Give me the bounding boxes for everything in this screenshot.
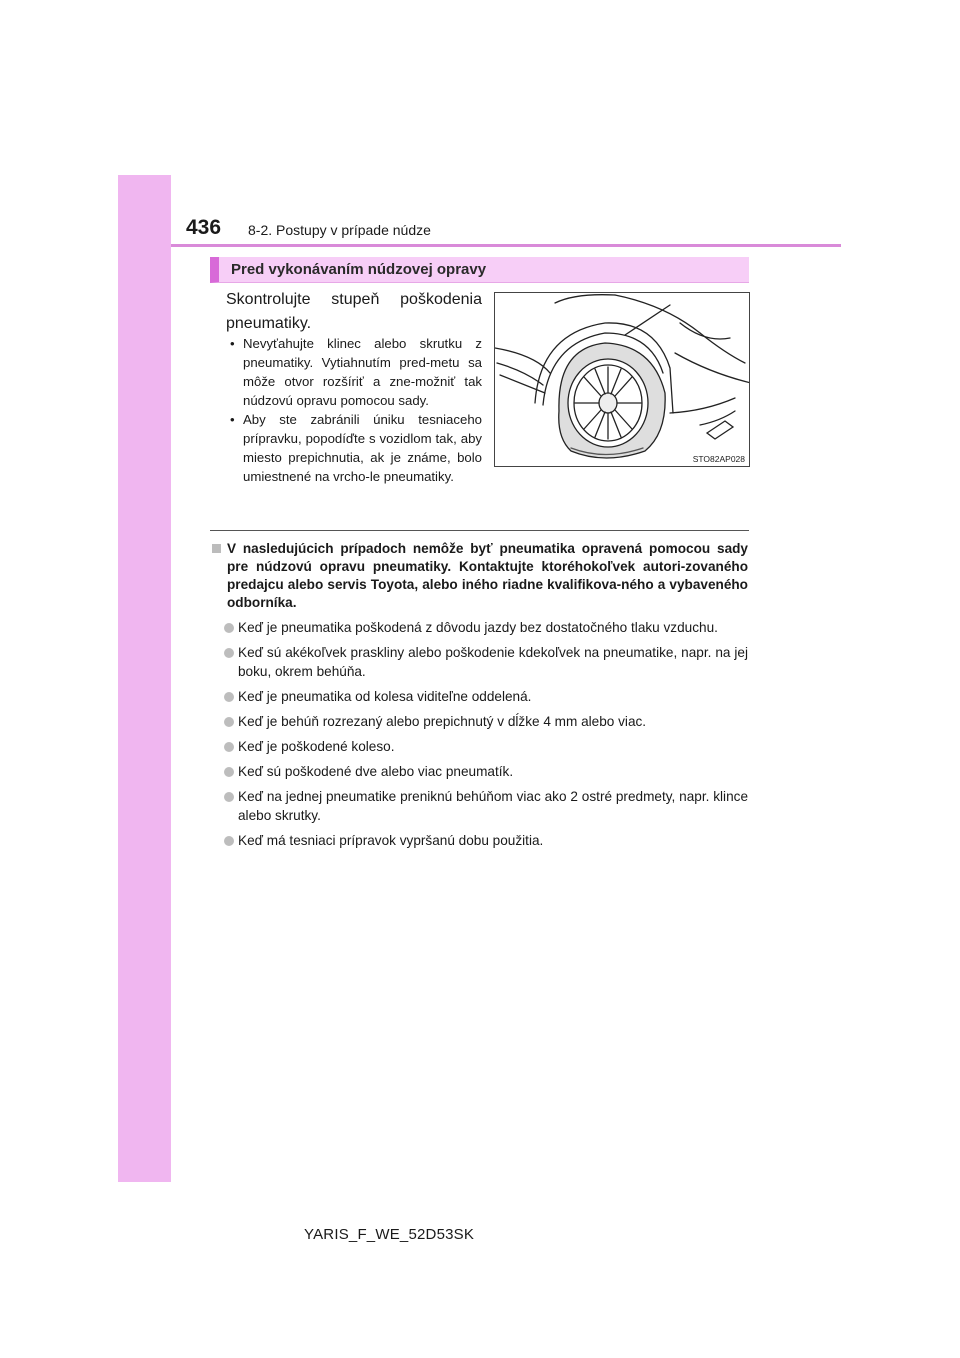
circle-bullet-icon xyxy=(224,692,234,702)
list-item xyxy=(212,737,748,756)
header-rule xyxy=(171,244,841,247)
note-heading xyxy=(212,540,748,612)
flat-tire-illustration xyxy=(494,292,750,467)
list-item-text: Keď na jednej pneumatike preniknú behúňom viac ako 2 ostré predmety, napr. klince alebo skrutky. xyxy=(238,789,748,823)
section-divider xyxy=(210,530,749,531)
list-item-text: Keď je poškodené koleso. xyxy=(238,739,395,754)
note-heading-text: V nasledujúcich prípadoch nemôže byť pneumatika opravená pomocou sady pre núdzovú opravu pneumatiky. Kontaktujte ktoréhokoľvek autori-zovaného predajcu alebo servis Toyota, alebo iného riadne kvalifikova-ného a vybaveného odborníka. xyxy=(227,541,748,610)
list-item xyxy=(212,831,748,850)
intro-bullet: • Aby ste zabránili úniku tesniaceho prípravku, popodíďte s vozidlom tak, aby miesto prepichnutia, ak je známe, bolo umiestnené na vrcho-le pneumatiky. xyxy=(228,410,482,486)
side-tab-band xyxy=(118,175,171,1182)
list-item xyxy=(212,712,748,731)
list-item-text: Keď je behúň rozrezaný alebo prepichnutý v dĺžke 4 mm alebo viac. xyxy=(238,714,647,729)
section-header xyxy=(210,257,749,283)
circle-bullet-icon xyxy=(224,742,234,752)
list-item xyxy=(212,687,748,706)
section-title: Pred vykonávaním núdzovej opravy xyxy=(231,261,487,278)
circle-bullet-icon xyxy=(224,623,234,633)
intro-text: Skontrolujte stupeň poškodenia pneumatiky. xyxy=(226,291,482,332)
list-item xyxy=(212,618,748,637)
list-item-text: Keď je pneumatika poškodená z dôvodu jazdy bez dostatočného tlaku vzduchu. xyxy=(238,620,718,635)
intro-bullet-list xyxy=(228,334,482,486)
circle-bullet-icon xyxy=(224,717,234,727)
circle-bullet-icon xyxy=(224,767,234,777)
circle-bullet-icon xyxy=(224,648,234,658)
chapter-title: 8-2. Postupy v prípade núdze xyxy=(248,222,431,238)
flat-tire-icon xyxy=(495,293,750,467)
note-list xyxy=(212,618,748,850)
intro-bullet: • Nevyťahujte klinec alebo skrutku z pneumatiky. Vytiahnutím pred-metu sa môže otvor rozšíriť a zne-možniť tak núdzovú opravu pomocou sady. xyxy=(228,334,482,410)
list-item-text: Keď sú poškodené dve alebo viac pneumatík. xyxy=(238,764,514,779)
circle-bullet-icon xyxy=(224,836,234,846)
square-bullet-icon xyxy=(212,544,221,553)
list-item-text: Keď sú akékoľvek praskliny alebo poškodenie kdekoľvek na pneumatike, napr. na jej boku, okrem behúňa. xyxy=(238,645,748,679)
list-item xyxy=(212,787,748,825)
list-item xyxy=(212,762,748,781)
page-number: 436 xyxy=(186,216,222,239)
footer-model-code: YARIS_F_WE_52D53SK xyxy=(304,1226,475,1243)
note-block xyxy=(212,540,748,850)
circle-bullet-icon xyxy=(224,792,234,802)
figure-code: STO82AP028 xyxy=(692,454,745,464)
list-item xyxy=(212,643,748,681)
list-item-text: Keď má tesniaci prípravok vypršanú dobu použitia. xyxy=(238,833,544,848)
list-item-text: Keď je pneumatika od kolesa viditeľne oddelená. xyxy=(238,689,532,704)
